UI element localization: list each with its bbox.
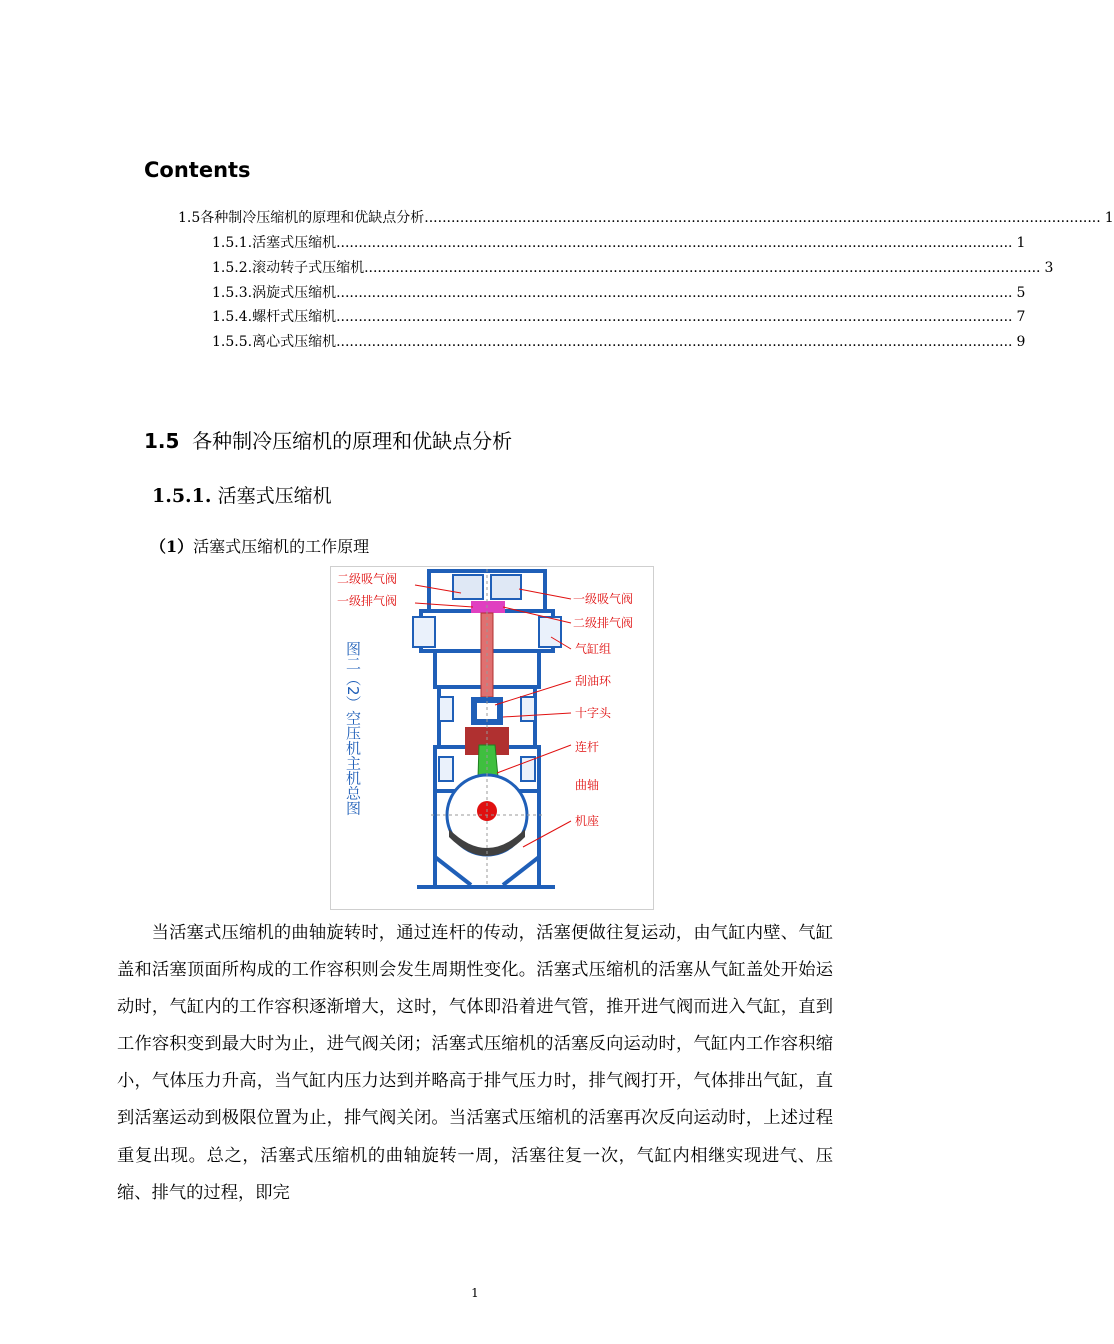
contents-title: Contents (144, 158, 251, 182)
toc-entry[interactable] (212, 232, 1026, 252)
toc-entry-number: 1.5.5. (212, 334, 253, 350)
compressor-diagram (330, 566, 654, 910)
toc-entry-number: 1.5.2. (212, 260, 253, 276)
label-crankshaft: 曲轴 (575, 778, 600, 792)
label-second-stage-discharge-valve: 二级排气阀 (573, 616, 634, 630)
item-number: （1） (150, 537, 194, 556)
subsection-number: 1.5.1. (152, 485, 212, 507)
subsection-heading-1-5-1 (152, 481, 332, 508)
crosshead-slot (477, 703, 497, 719)
compressor-diagram-svg (331, 567, 653, 909)
toc-leader-dots: ........................................................................................................................................................ (336, 309, 1013, 325)
item-title: 活塞式压缩机的工作原理 (193, 537, 370, 556)
label-crosshead: 十字头 (575, 706, 612, 720)
toc-entry-page: 1 (1016, 235, 1026, 251)
toc-leader-dots: ........................................................................................................................................................ (336, 285, 1013, 301)
toc-entry-page: 5 (1016, 285, 1026, 301)
figure-vertical-caption: 图二（2）空压机主机总图 (344, 641, 362, 816)
label-connecting-rod: 连杆 (575, 740, 600, 754)
toc-entry-title: 各种制冷压缩机的原理和优缺点分析 (200, 210, 425, 226)
valve-block (471, 601, 505, 613)
label-first-stage-suction-valve: 一级吸气阀 (573, 592, 634, 606)
toc-entry-number: 1.5.4. (212, 309, 253, 325)
label-first-stage-discharge-valve: 一级排气阀 (337, 594, 398, 608)
toc-entry[interactable] (212, 331, 1026, 351)
label-cylinder-group: 气缸组 (575, 642, 612, 656)
toc-entry[interactable] (212, 257, 1054, 277)
label-second-stage-suction-valve: 二级吸气阀 (337, 572, 398, 586)
section-number: 1.5 (144, 429, 180, 453)
toc-entry-page: 7 (1016, 309, 1026, 325)
toc-entry-number: 1.5.3. (212, 285, 253, 301)
toc-leader-dots: ........................................................................................................................................................ (364, 260, 1041, 276)
toc-entry-title: 离心式压缩机 (252, 334, 337, 350)
toc-entry-page: 3 (1044, 260, 1054, 276)
section-title: 各种制冷压缩机的原理和优缺点分析 (192, 429, 513, 453)
body-paragraph: 当活塞式压缩机的曲轴旋转时，通过连杆的传动，活塞便做往复运动，由气缸内壁、气缸盖和活塞顶面所构成的工作容积则会发生周期性变化。活塞式压缩机的活塞从气缸盖处开始运动时，气缸内的工作容积逐渐增大，这时，气体即沿着进气管，推开进气阀而进入气缸，直到工作容积变到最大时为止，进气阀关闭；活塞式压缩机的活塞反向运动时，气缸内工作容积缩小，气体压力升高，当气缸内压力达到并略高于排气压力时，排气阀打开，气体排出气缸，直到活塞运动到极限位置为止，排气阀关闭。当活塞式压缩机的活塞再次反向运动时，上述过程重复出现。总之，活塞式压缩机的曲轴旋转一周，活塞往复一次，气缸内相继实现进气、压缩、排气的过程，即完 (117, 923, 833, 1203)
toc-entry-page: 1 (1104, 210, 1114, 226)
toc-leader-dots: ........................................................................................................................................................ (336, 235, 1013, 251)
toc-entry-title: 活塞式压缩机 (252, 235, 337, 251)
label-oil-scraper-ring: 刮油环 (575, 674, 612, 688)
section-heading-1-5 (144, 425, 512, 454)
toc-entry-page: 9 (1016, 334, 1026, 350)
toc-entry-title: 涡旋式压缩机 (252, 285, 337, 301)
toc-entry[interactable] (212, 306, 1026, 326)
toc-entry[interactable] (178, 207, 1114, 227)
toc-entry[interactable] (212, 282, 1026, 302)
toc-entry-title: 螺杆式压缩机 (252, 309, 337, 325)
toc-leader-dots: ........................................................................................................................................................ (424, 210, 1101, 226)
subsection-title: 活塞式压缩机 (217, 485, 332, 507)
label-machine-base: 机座 (575, 814, 600, 828)
toc-entry-title: 滚动转子式压缩机 (252, 260, 365, 276)
toc-entry-number: 1.5.1. (212, 235, 253, 251)
page-number: 1 (471, 1286, 479, 1300)
toc-leader-dots: ........................................................................................................................................................ (336, 334, 1013, 350)
toc-entry-number: 1.5 (178, 210, 201, 226)
item-heading (150, 534, 369, 557)
